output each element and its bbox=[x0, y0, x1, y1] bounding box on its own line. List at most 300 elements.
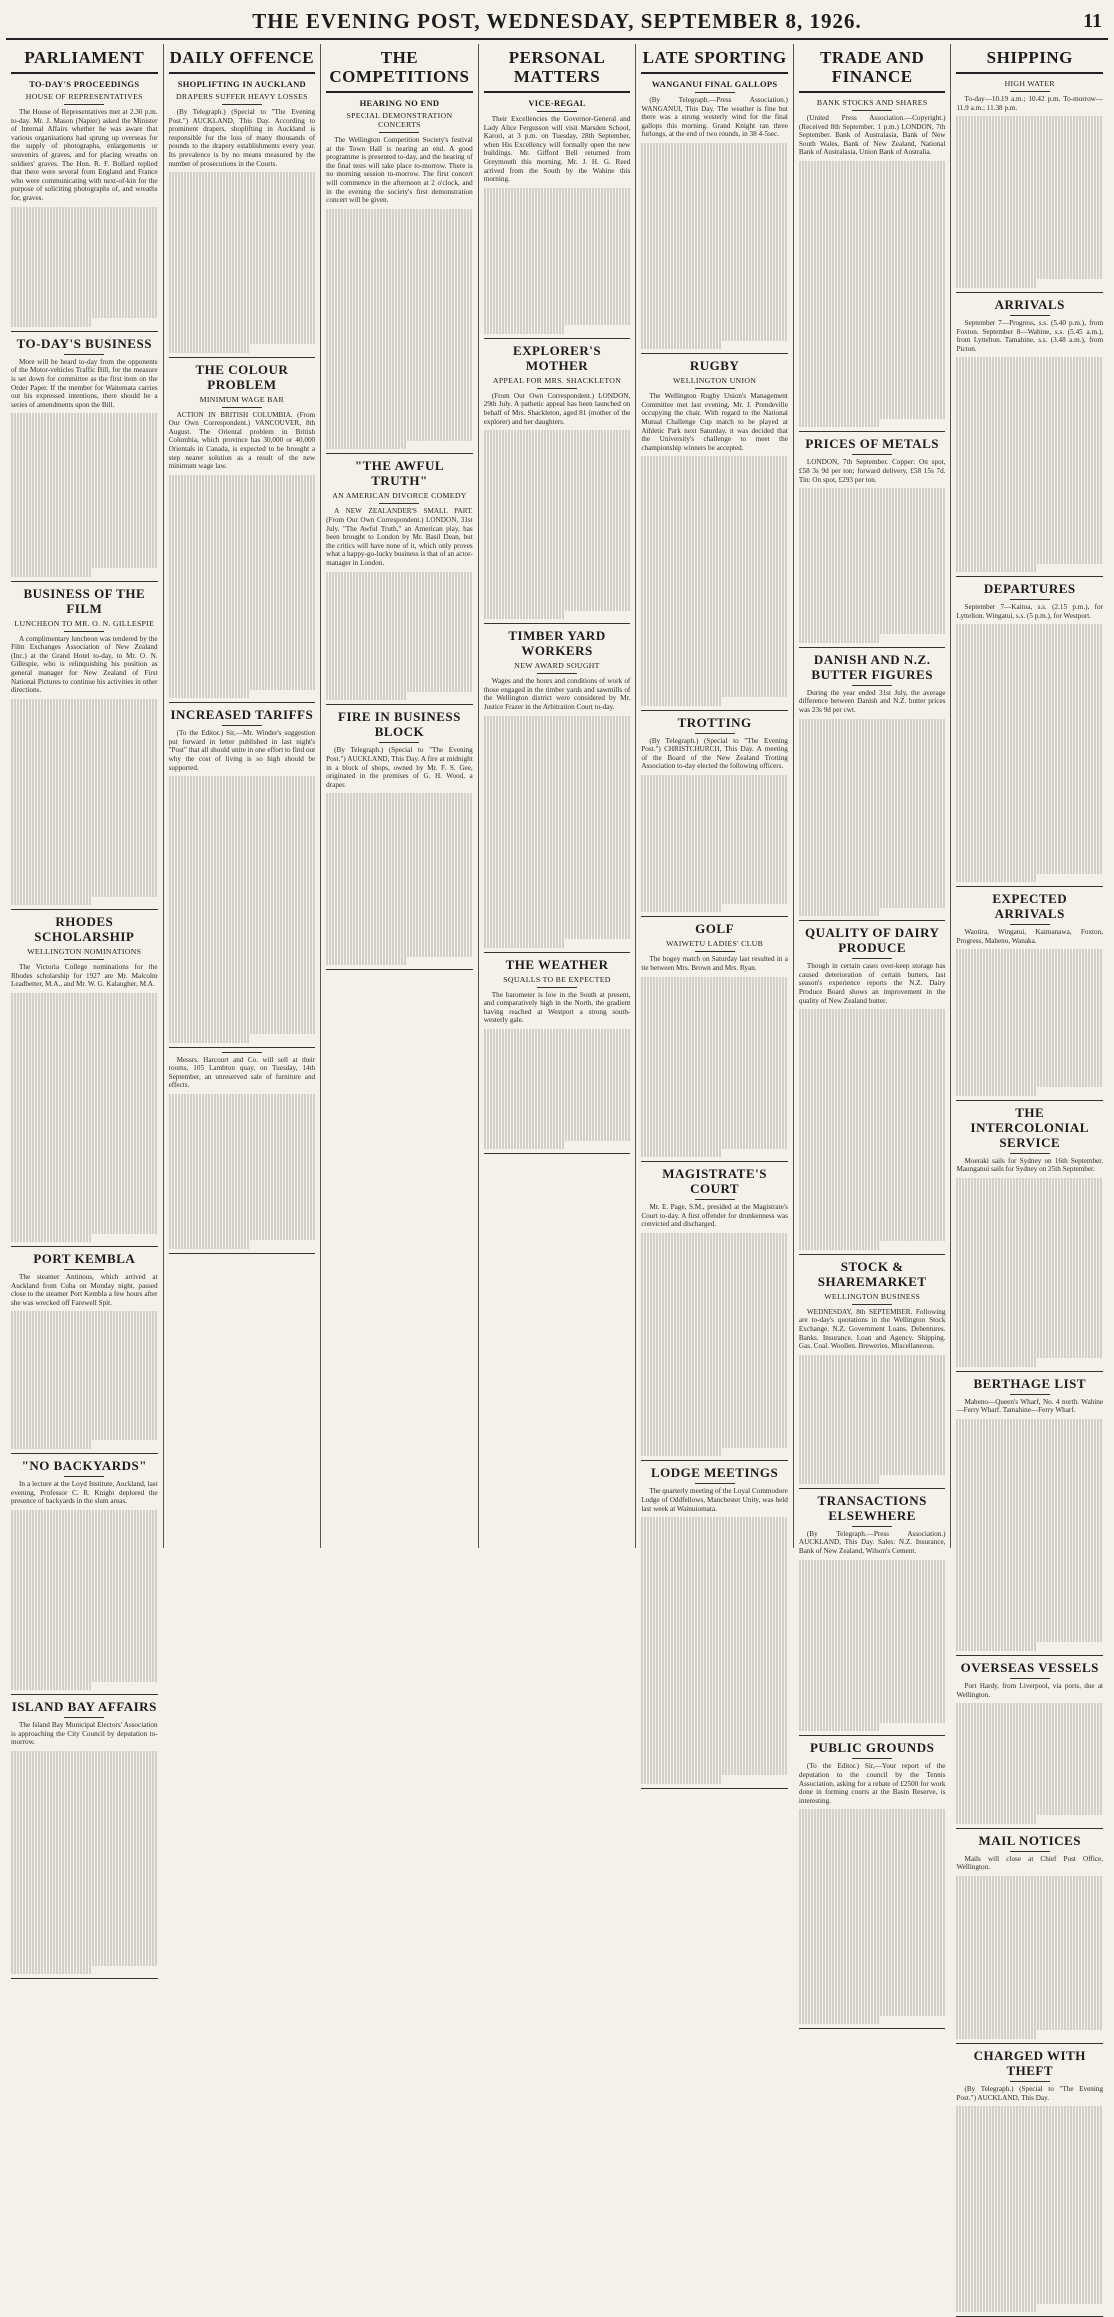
divider bbox=[695, 951, 735, 952]
text-line bbox=[641, 1123, 788, 1132]
text-line bbox=[956, 1798, 1103, 1807]
text-line bbox=[956, 831, 1103, 840]
text-line bbox=[641, 1637, 788, 1646]
text-line bbox=[641, 525, 788, 534]
text-line bbox=[799, 1061, 946, 1070]
text-line bbox=[799, 1155, 946, 1164]
text-line bbox=[799, 247, 946, 256]
text-line bbox=[641, 1080, 788, 1089]
text-line bbox=[11, 284, 158, 293]
text-line bbox=[641, 1388, 788, 1397]
text-line bbox=[956, 650, 1103, 659]
text-line bbox=[326, 269, 473, 278]
text-line bbox=[326, 329, 473, 338]
text-line bbox=[641, 220, 788, 229]
text-line bbox=[641, 315, 788, 324]
text-line bbox=[641, 904, 722, 913]
text-line bbox=[641, 341, 722, 350]
text-line bbox=[956, 1910, 1103, 1919]
text-line bbox=[169, 1180, 316, 1189]
text-line bbox=[956, 1247, 1103, 1256]
text-line bbox=[169, 862, 316, 871]
text-line bbox=[956, 1548, 1103, 1557]
text-line bbox=[169, 587, 316, 596]
text-line bbox=[169, 828, 316, 837]
text-line bbox=[11, 1044, 158, 1053]
text-line bbox=[484, 317, 631, 326]
article-subheadline: SQUALLS TO BE EXPECTED bbox=[503, 974, 611, 984]
divider bbox=[799, 1488, 946, 1489]
text-line bbox=[641, 263, 788, 272]
text-line bbox=[956, 1001, 1103, 1010]
text-line bbox=[11, 836, 158, 845]
article bbox=[484, 628, 631, 952]
text-line bbox=[956, 1893, 1103, 1902]
text-line bbox=[11, 1682, 92, 1691]
text-line bbox=[326, 657, 473, 666]
text-line bbox=[484, 905, 631, 914]
divider bbox=[64, 1269, 104, 1270]
text-line bbox=[956, 958, 1103, 967]
text-line bbox=[956, 1729, 1103, 1738]
text-line bbox=[799, 333, 946, 342]
text-line bbox=[169, 1025, 316, 1034]
text-line bbox=[11, 241, 158, 250]
text-line bbox=[326, 572, 473, 581]
text-line bbox=[956, 1315, 1103, 1324]
text-line bbox=[326, 398, 473, 407]
divider bbox=[852, 1526, 892, 1527]
text-line bbox=[169, 612, 316, 621]
article-body: The barometer is low in the South at present, and comparatively high in the North, the gradient having reached at Westport a strong south-westerly gale. bbox=[483, 990, 631, 1025]
text-line bbox=[169, 232, 316, 241]
text-line bbox=[11, 413, 158, 422]
text-line bbox=[641, 143, 788, 152]
text-line bbox=[11, 1639, 158, 1648]
text-line bbox=[484, 870, 631, 879]
text-line bbox=[11, 1863, 158, 1872]
divider bbox=[799, 920, 946, 921]
text-line bbox=[956, 1186, 1103, 1195]
text-line bbox=[641, 654, 788, 663]
text-line bbox=[956, 2278, 1103, 2287]
text-line bbox=[641, 697, 722, 706]
text-line bbox=[326, 649, 473, 658]
text-line bbox=[799, 170, 946, 179]
text-line bbox=[641, 177, 788, 186]
article bbox=[484, 343, 631, 624]
text-line bbox=[11, 1794, 158, 1803]
text-line bbox=[326, 312, 473, 321]
text-line bbox=[956, 1221, 1103, 1230]
text-line bbox=[11, 1664, 158, 1673]
text-line bbox=[956, 1195, 1103, 1204]
text-line bbox=[169, 344, 250, 353]
text-line bbox=[799, 600, 946, 609]
text-line bbox=[11, 1630, 158, 1639]
text-line bbox=[799, 350, 946, 359]
text-line bbox=[11, 517, 158, 526]
text-line bbox=[799, 402, 946, 411]
article-headline: CHARGED WITH THEFT bbox=[973, 2048, 1086, 2078]
text-line bbox=[956, 2184, 1103, 2193]
text-line bbox=[326, 836, 473, 845]
text-line bbox=[641, 491, 788, 500]
text-line bbox=[641, 602, 788, 611]
text-line bbox=[641, 1106, 788, 1115]
text-line bbox=[956, 1078, 1103, 1087]
text-line bbox=[956, 1599, 1103, 1608]
text-line bbox=[169, 836, 316, 845]
text-line bbox=[326, 320, 473, 329]
text-line bbox=[11, 1208, 158, 1217]
text-line bbox=[641, 628, 788, 637]
divider bbox=[169, 1047, 316, 1048]
text-line bbox=[956, 2235, 1103, 2244]
text-line bbox=[956, 426, 1103, 435]
text-line bbox=[641, 1723, 788, 1732]
text-line bbox=[326, 897, 473, 906]
text-line bbox=[641, 594, 788, 603]
text-line bbox=[641, 784, 788, 793]
text-line bbox=[641, 238, 788, 247]
text-line bbox=[641, 1054, 788, 1063]
text-line bbox=[956, 478, 1103, 487]
text-line bbox=[169, 189, 316, 198]
article-headline: BUSINESS OF THE FILM bbox=[23, 585, 146, 616]
text-line bbox=[641, 1242, 788, 1251]
columns-container bbox=[6, 44, 1108, 2102]
text-line bbox=[169, 509, 316, 518]
text-line bbox=[326, 432, 473, 441]
article-headline: WANGANUI FINAL GALLOPS bbox=[651, 79, 778, 89]
text-line bbox=[484, 482, 631, 491]
article-headline: MAIL NOTICES bbox=[978, 1832, 1081, 1848]
text-line bbox=[11, 1363, 158, 1372]
text-line bbox=[484, 724, 631, 733]
text-line bbox=[799, 1190, 946, 1199]
text-line bbox=[641, 298, 788, 307]
text-line bbox=[169, 292, 316, 301]
text-line bbox=[484, 239, 631, 248]
text-line bbox=[169, 1146, 316, 1155]
article-body: LONDON, 7th September. Copper: On spot, £58 3s 9d per ton; forward delivery, £58 15s 7d. Tin: On spot, £293 per ton. bbox=[798, 458, 946, 484]
column-heading: DAILY OFFENCE bbox=[169, 48, 315, 67]
text-line bbox=[169, 1034, 250, 1043]
text-line bbox=[641, 1259, 788, 1268]
text-line bbox=[799, 882, 946, 891]
text-line bbox=[484, 1106, 631, 1115]
article bbox=[11, 914, 158, 1247]
article-subheadline: AN AMERICAN DIVORCE COMEDY bbox=[332, 491, 467, 501]
text-line bbox=[956, 1979, 1103, 1988]
text-line bbox=[326, 441, 407, 450]
text-line bbox=[799, 1381, 946, 1390]
text-line bbox=[799, 1594, 946, 1603]
text-line bbox=[11, 1889, 158, 1898]
article-headline: RUGBY bbox=[689, 358, 740, 374]
text-line bbox=[956, 194, 1103, 203]
text-line bbox=[641, 1663, 788, 1672]
article bbox=[956, 891, 1103, 1100]
text-line bbox=[956, 719, 1103, 728]
text-line bbox=[641, 1526, 788, 1535]
text-line bbox=[956, 967, 1103, 976]
text-line bbox=[956, 1789, 1103, 1798]
text-line bbox=[11, 742, 158, 751]
text-line bbox=[641, 186, 788, 195]
text-line bbox=[326, 406, 473, 415]
divider bbox=[641, 1460, 788, 1461]
text-line bbox=[484, 274, 631, 283]
article bbox=[484, 98, 631, 339]
text-line bbox=[799, 1372, 946, 1381]
text-line bbox=[641, 465, 788, 474]
article-subheadline: LUNCHEON TO MR. O. N. GILLESPIE bbox=[14, 618, 155, 628]
article-headline: QUALITY OF DAIRY PRODUCE bbox=[804, 925, 940, 956]
article-headline: RHODES SCHOLARSHIP bbox=[34, 914, 135, 945]
divider bbox=[1010, 924, 1050, 925]
text-line bbox=[641, 775, 788, 784]
text-line bbox=[484, 308, 631, 317]
text-line bbox=[799, 1026, 946, 1035]
text-line bbox=[956, 521, 1103, 530]
text-line bbox=[326, 905, 473, 914]
divider bbox=[852, 685, 892, 686]
text-line bbox=[799, 908, 880, 917]
text-line bbox=[799, 419, 880, 428]
text-line bbox=[799, 1009, 946, 1018]
text-line bbox=[484, 1124, 631, 1133]
text-line bbox=[956, 1053, 1103, 1062]
text-line bbox=[799, 488, 946, 497]
divider bbox=[799, 91, 946, 93]
text-line bbox=[799, 1355, 946, 1364]
text-line bbox=[956, 1479, 1103, 1488]
text-line bbox=[11, 551, 158, 560]
text-line bbox=[169, 982, 316, 991]
text-line bbox=[326, 914, 473, 923]
text-line bbox=[956, 1522, 1103, 1531]
divider bbox=[956, 72, 1103, 74]
text-line bbox=[799, 1087, 946, 1096]
text-line bbox=[11, 448, 158, 457]
text-line bbox=[641, 1655, 788, 1664]
text-line bbox=[956, 745, 1103, 754]
text-line bbox=[484, 508, 631, 517]
text-line bbox=[956, 822, 1103, 831]
text-line bbox=[326, 802, 473, 811]
text-line bbox=[956, 1212, 1103, 1221]
text-line bbox=[326, 819, 473, 828]
text-line bbox=[641, 1002, 788, 1011]
text-line bbox=[641, 1680, 788, 1689]
text-line bbox=[799, 1723, 880, 1732]
article bbox=[326, 709, 473, 970]
text-line bbox=[799, 273, 946, 282]
text-line bbox=[641, 1732, 788, 1741]
column-heading: THE COMPETITIONS bbox=[329, 48, 470, 86]
text-line bbox=[169, 871, 316, 880]
text-line bbox=[641, 542, 788, 551]
text-line bbox=[799, 505, 946, 514]
text-line bbox=[641, 1577, 788, 1586]
text-line bbox=[326, 666, 473, 675]
text-line bbox=[11, 275, 158, 284]
article-body: (By Telegraph.) (Special to "The Evening Post.") CHRISTCHURCH, This Day. A meeting of the Board of the New Zealand Trotting Association to-day elected the following officers. bbox=[641, 736, 788, 771]
text-line bbox=[799, 230, 946, 239]
text-line bbox=[169, 552, 316, 561]
text-line bbox=[799, 1645, 946, 1654]
article-headline: BERTHAGE LIST bbox=[973, 1375, 1087, 1391]
text-line bbox=[799, 830, 946, 839]
text-line bbox=[484, 793, 631, 802]
divider bbox=[64, 104, 104, 105]
text-line bbox=[956, 142, 1103, 151]
divider bbox=[11, 1246, 158, 1247]
text-line bbox=[11, 1579, 158, 1588]
text-line bbox=[956, 693, 1103, 702]
text-line bbox=[11, 1760, 158, 1769]
text-line bbox=[641, 1620, 788, 1629]
text-line bbox=[799, 822, 946, 831]
text-line bbox=[11, 568, 92, 577]
text-line bbox=[956, 975, 1103, 984]
text-line bbox=[326, 363, 473, 372]
text-line bbox=[11, 1216, 158, 1225]
text-line bbox=[641, 568, 788, 577]
text-line bbox=[11, 1001, 158, 1010]
text-line bbox=[641, 1071, 788, 1080]
text-line bbox=[11, 232, 158, 241]
text-line bbox=[11, 1027, 158, 1036]
article-body: Messrs. Harcourt and Co. will sell at their rooms, 105 Lambton quay, on Tuesday, 14th September, an unreserved sale of furniture and effects. bbox=[168, 1055, 316, 1090]
text-line bbox=[169, 1189, 316, 1198]
text-line bbox=[326, 931, 473, 940]
text-line bbox=[484, 939, 565, 948]
text-line bbox=[641, 517, 788, 526]
text-line bbox=[799, 1104, 946, 1113]
text-line bbox=[956, 151, 1103, 160]
article bbox=[326, 98, 473, 454]
article bbox=[11, 1251, 158, 1454]
text-line bbox=[641, 1011, 788, 1020]
article bbox=[169, 1052, 316, 1254]
text-line bbox=[799, 324, 946, 333]
text-line bbox=[956, 2141, 1103, 2150]
text-line bbox=[641, 887, 788, 896]
article-headline: TO-DAY'S BUSINESS bbox=[16, 335, 152, 351]
text-line bbox=[11, 250, 158, 259]
text-line bbox=[11, 1234, 92, 1243]
text-line bbox=[799, 281, 946, 290]
text-line bbox=[799, 1389, 946, 1398]
article-body: (To the Editor.) Sir,—Mr. Winder's suggestion put forward in letter published in last night's "Post" that all should unite in one effort to find out why the cost of living is so high should be supported. bbox=[168, 729, 316, 772]
text-line bbox=[799, 1432, 946, 1441]
text-line bbox=[484, 473, 631, 482]
text-line bbox=[641, 1140, 788, 1149]
text-line bbox=[169, 647, 316, 656]
text-line bbox=[484, 1141, 565, 1150]
text-line bbox=[641, 152, 788, 161]
text-line bbox=[11, 793, 158, 802]
text-line bbox=[799, 1620, 946, 1629]
text-line bbox=[799, 1603, 946, 1612]
text-line bbox=[169, 595, 316, 604]
text-line bbox=[326, 632, 473, 641]
article-body: ACTION IN BRITISH COLUMBIA. (From Our Own Correspondent.) VANCOUVER, 8th August. The Oriental problem in British Columbia, which province has 30,000 or 40,000 Orientals in Canada, is expected to be brought a step nearer solution as a result of the new minimum wage law. bbox=[168, 410, 316, 471]
text-line bbox=[956, 1488, 1103, 1497]
divider bbox=[11, 909, 158, 910]
text-line bbox=[326, 623, 473, 632]
text-line bbox=[11, 1820, 158, 1829]
text-line bbox=[799, 1990, 946, 1999]
text-line bbox=[956, 400, 1103, 409]
text-line bbox=[484, 1072, 631, 1081]
divider bbox=[484, 623, 631, 624]
text-line bbox=[641, 195, 788, 204]
text-line bbox=[326, 389, 473, 398]
divider bbox=[1010, 91, 1050, 92]
text-line bbox=[169, 267, 316, 276]
text-line bbox=[641, 551, 788, 560]
text-line bbox=[799, 1680, 946, 1689]
text-line bbox=[799, 1164, 946, 1173]
text-line bbox=[11, 1613, 158, 1622]
divider bbox=[695, 92, 735, 93]
article-body: More will be heard to-day from the opponents of the Motor-vehicles Traffic Bill, for the measure is set down for committee as the first item on the Order Paper. If the member for Waitemata carries out his expressed intentions, there should be a series of amendments upon the Bill. bbox=[11, 357, 158, 409]
text-line bbox=[641, 977, 788, 986]
text-line bbox=[641, 1758, 788, 1767]
text-line bbox=[11, 1966, 92, 1975]
text-line bbox=[11, 534, 158, 543]
text-line bbox=[799, 264, 946, 273]
divider bbox=[326, 969, 473, 970]
text-line bbox=[956, 443, 1103, 452]
text-line bbox=[169, 1197, 316, 1206]
text-line bbox=[169, 526, 316, 535]
article-headline: "THE AWFUL TRUTH" bbox=[354, 458, 445, 489]
text-line bbox=[799, 1827, 946, 1836]
text-line bbox=[484, 733, 631, 742]
text-line bbox=[799, 1078, 946, 1087]
text-line bbox=[169, 335, 316, 344]
text-line bbox=[956, 1772, 1103, 1781]
text-line bbox=[956, 1712, 1103, 1721]
text-line bbox=[326, 692, 407, 701]
text-line bbox=[956, 1591, 1103, 1600]
text-line bbox=[956, 262, 1103, 271]
text-line bbox=[11, 1536, 158, 1545]
text-line bbox=[956, 1806, 1103, 1815]
text-line bbox=[484, 559, 631, 568]
text-line bbox=[169, 785, 316, 794]
divider bbox=[956, 886, 1103, 887]
text-line bbox=[799, 410, 946, 419]
text-line bbox=[799, 813, 946, 822]
article bbox=[641, 1465, 788, 1788]
text-line bbox=[641, 1448, 722, 1457]
text-line bbox=[169, 931, 316, 940]
article bbox=[484, 957, 631, 1155]
text-line bbox=[484, 1081, 631, 1090]
text-line bbox=[641, 499, 788, 508]
text-line bbox=[641, 1586, 788, 1595]
text-line bbox=[11, 1415, 158, 1424]
masthead bbox=[6, 4, 1108, 40]
text-line bbox=[11, 1596, 158, 1605]
text-line bbox=[799, 1406, 946, 1415]
